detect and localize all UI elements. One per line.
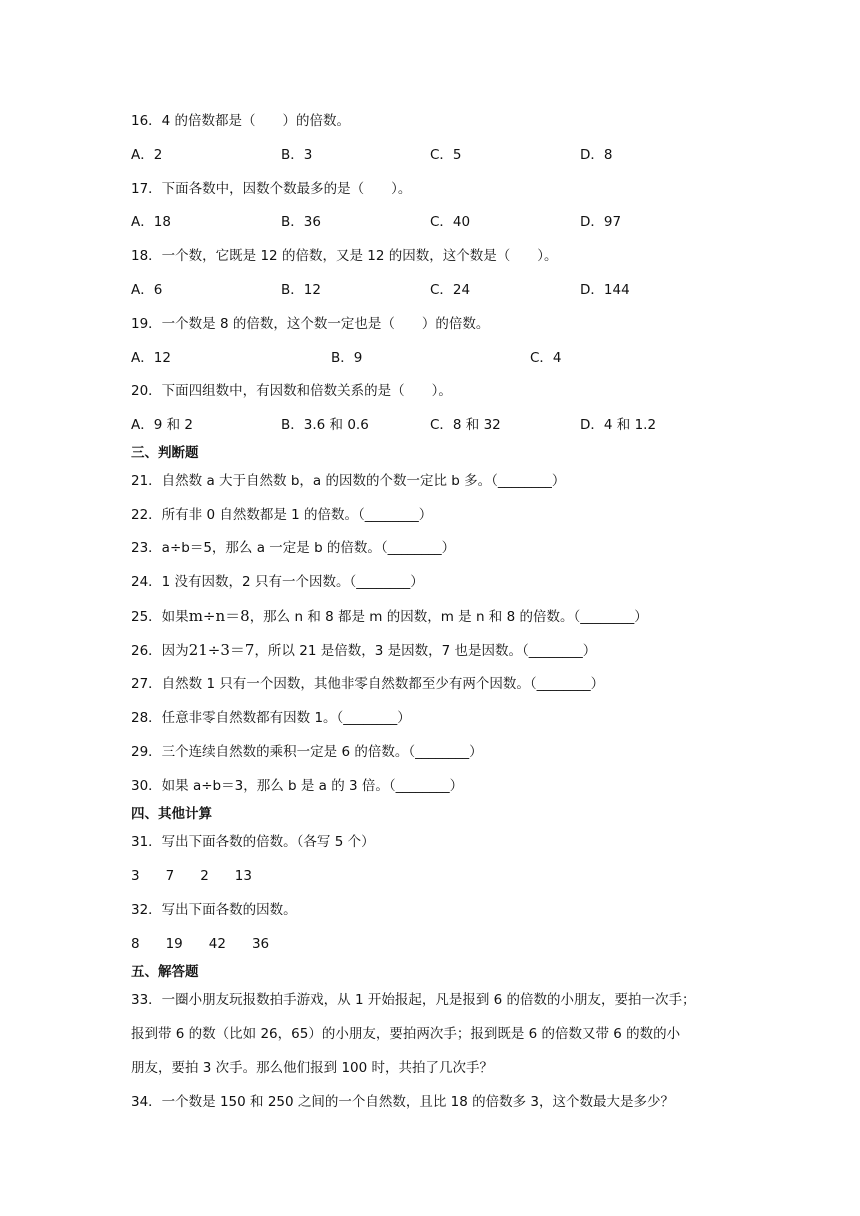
q25-prefix: 25．如果 xyxy=(131,609,189,625)
q17-option-b: B．36 xyxy=(281,214,321,230)
q31-number: 13 xyxy=(234,868,252,884)
question-34: 34．一个数是 150 和 250 之间的一个自然数，且比 18 的倍数多 3，这个数最大是多少？ xyxy=(131,1094,675,1110)
q31-number: 2 xyxy=(200,868,209,884)
question-19: 19．一个数是 8 的倍数，这个数一定也是（ ）的倍数。 xyxy=(131,316,490,332)
q25-suffix: ，那么 n 和 8 都是 m 的因数，m 是 n 和 8 的倍数。（________） xyxy=(249,609,648,625)
q17-option-d: D．97 xyxy=(580,214,622,230)
question-32: 32．写出下面各数的因数。 xyxy=(131,902,297,918)
q31-numbers xyxy=(131,867,278,885)
q32-numbers xyxy=(131,935,295,953)
q18-option-a: A．6 xyxy=(131,282,163,298)
q16-option-a: A．2 xyxy=(131,147,163,163)
q16-option-d: D．8 xyxy=(580,147,613,163)
q18-option-d: D．144 xyxy=(580,282,630,298)
q32-number: 8 xyxy=(131,936,140,952)
question-22: 22．所有非 0 自然数都是 1 的倍数。（________） xyxy=(131,507,433,523)
question-31: 31．写出下面各数的倍数。（各写 5 个） xyxy=(131,834,375,850)
question-28: 28．任意非零自然数都有因数 1。（________） xyxy=(131,710,411,726)
section-heading-calculation: 四、其他计算 xyxy=(131,806,212,822)
q19-option-b: B．9 xyxy=(331,350,363,366)
q32-number: 36 xyxy=(251,936,270,952)
question-16: 16．4 的倍数都是（ ）的倍数。 xyxy=(131,113,351,129)
section-heading-judgment: 三、判断题 xyxy=(131,445,199,461)
question-25 xyxy=(131,607,648,626)
q31-number: 3 xyxy=(131,868,140,884)
q20-option-b: B．3.6 和 0.6 xyxy=(281,417,369,433)
question-26 xyxy=(131,641,596,660)
q19-option-a: A．12 xyxy=(131,350,171,366)
q32-number: 42 xyxy=(208,936,226,952)
question-20: 20．下面四组数中，有因数和倍数关系的是（ ）。 xyxy=(131,383,452,399)
question-33-line-2: 报到带 6 的数（比如 26，65）的小朋友，要拍两次手；报到既是 6 的倍数又带 6 的数的小 xyxy=(131,1026,681,1042)
q26-formula: 21÷3＝7 xyxy=(188,641,255,659)
q20-option-a: A．9 和 2 xyxy=(131,417,193,433)
question-18: 18．一个数，它既是 12 的倍数，又是 12 的因数，这个数是（ ）。 xyxy=(131,248,558,264)
question-33-line-1: 33．一圈小朋友玩报数拍手游戏，从 1 开始报起，凡是报到 6 的倍数的小朋友，要拍一次手； xyxy=(131,992,696,1008)
q26-suffix: ，所以 21 是倍数，3 是因数，7 也是因数。（________） xyxy=(254,643,597,659)
q32-number: 19 xyxy=(165,936,183,952)
q16-option-b: B．3 xyxy=(281,147,313,163)
question-33-line-3: 朋友，要拍 3 次手。那么他们报到 100 时，共拍了几次手？ xyxy=(131,1060,494,1076)
question-21: 21．自然数 a 大于自然数 b，a 的因数的个数一定比 b 多。（________） xyxy=(131,473,566,489)
q26-prefix: 26．因为 xyxy=(131,643,189,659)
question-30: 30．如果 a÷b＝3，那么 b 是 a 的 3 倍。（________） xyxy=(131,778,464,794)
question-23: 23．a÷b＝5，那么 a 一定是 b 的倍数。（________） xyxy=(131,540,456,556)
q16-option-c: C．5 xyxy=(430,147,462,163)
q18-option-b: B．12 xyxy=(281,282,321,298)
q20-option-d: D．4 和 1.2 xyxy=(580,417,657,433)
q31-number: 7 xyxy=(165,868,175,884)
q25-formula: m÷n＝8 xyxy=(188,607,250,625)
question-24: 24．1 没有因数，2 只有一个因数。（________） xyxy=(131,574,424,590)
q18-option-c: C．24 xyxy=(430,282,471,298)
question-27: 27．自然数 1 只有一个因数，其他非零自然数都至少有两个因数。（________） xyxy=(131,676,605,692)
q17-option-a: A．18 xyxy=(131,214,171,230)
q20-option-c: C．8 和 32 xyxy=(430,417,501,433)
q17-option-c: C．40 xyxy=(430,214,471,230)
question-29: 29．三个连续自然数的乘积一定是 6 的倍数。（________） xyxy=(131,744,483,760)
question-17: 17．下面各数中，因数个数最多的是（ ）。 xyxy=(131,181,412,197)
q19-option-c: C．4 xyxy=(530,350,562,366)
section-heading-word-problems: 五、解答题 xyxy=(131,964,199,980)
